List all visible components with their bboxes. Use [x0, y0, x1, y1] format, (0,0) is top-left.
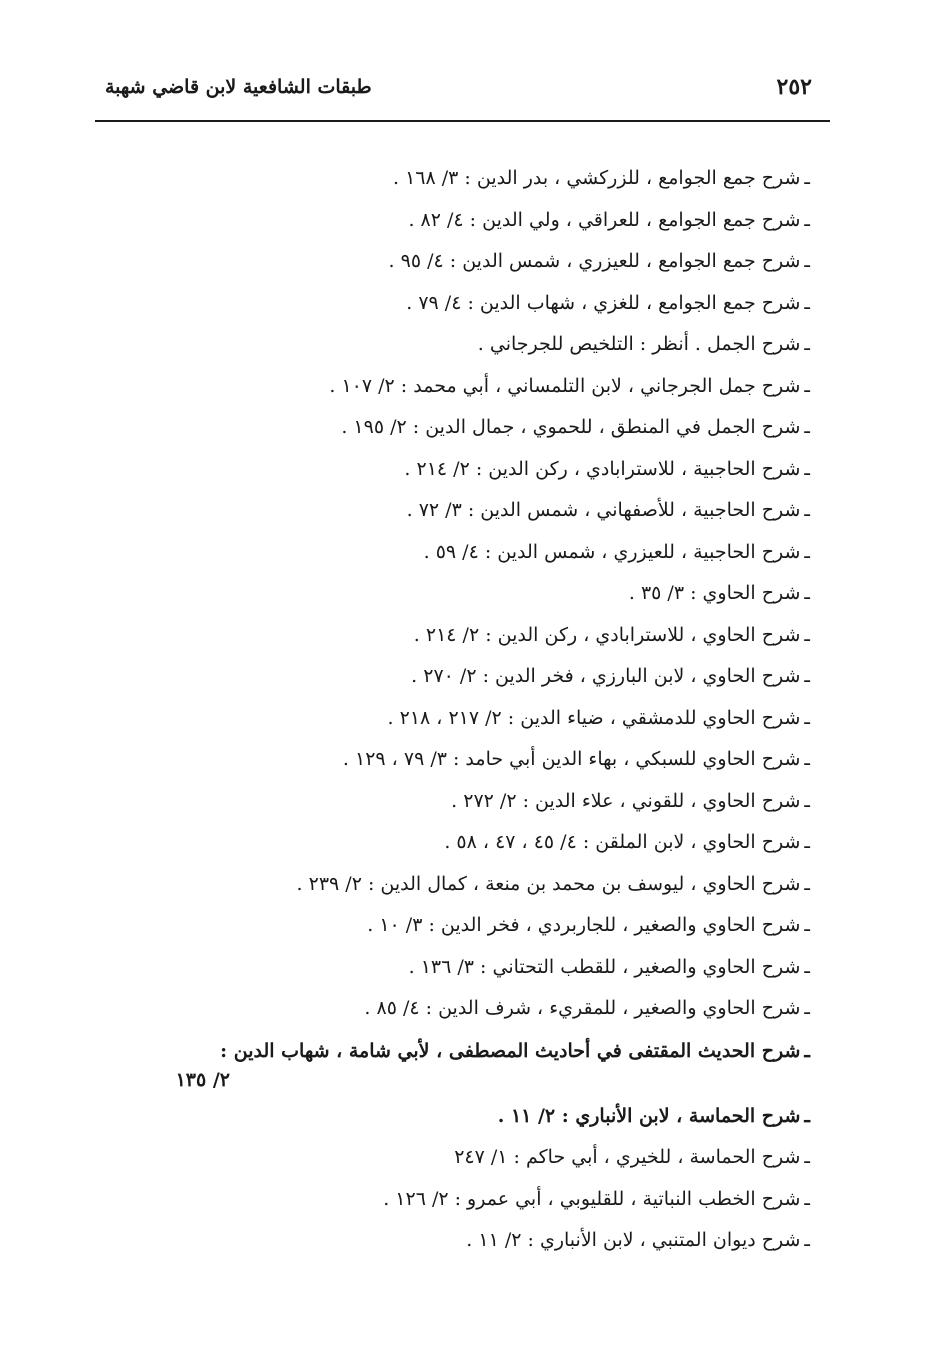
entry-dash: ـ	[804, 789, 810, 812]
entry-text: شرح الحاوي ، ليوسف بن محمد بن منعة ، كمال الدين : ٢/ ٢٣٩ .	[296, 872, 801, 895]
entry-dash: ـ	[804, 914, 810, 936]
index-entry	[110, 490, 810, 532]
entry-text: شرح جمع الجوامع ، للغزي ، شهاب الدين : ٤/ ٧٩ .	[406, 291, 801, 314]
entry-dash: ـ	[804, 623, 810, 646]
entry-text: شرح الحماسة ، لابن الأنباري : ٢/ ١١ .	[497, 1104, 801, 1127]
entry-text: شرح الحماسة ، للخيري ، أبي حاكم : ١/ ٢٤٧	[454, 1146, 801, 1168]
index-entry	[110, 781, 810, 823]
entry-dash: ـ	[804, 1104, 810, 1127]
index-entry	[110, 947, 810, 989]
entry-dash: ـ	[804, 1187, 810, 1210]
entry-dash: ـ	[804, 582, 810, 604]
entry-dash: ـ	[804, 997, 810, 1019]
entry-dash: ـ	[804, 955, 810, 978]
entry-text: شرح الحاوي للدمشقي ، ضياء الدين : ٢/ ٢١٧ ، ٢١٨ .	[387, 706, 801, 729]
entry-text: شرح الحاوي والصغير ، للجاربردي ، فخر الدين : ٣/ ١٠ .	[367, 914, 801, 936]
entry-dash: ـ	[804, 1039, 810, 1062]
entry-text: شرح الحاوي ، لابن البارزي ، فخر الدين : ٢/ ٢٧٠ .	[411, 665, 801, 687]
index-entry	[110, 615, 810, 657]
entry-text: شرح جمع الجوامع ، للزركشي ، بدر الدين : ٣/ ١٦٨ .	[392, 167, 801, 189]
entry-text: شرح الحاوي ، لابن الملقن : ٤/ ٤٥ ، ٤٧ ، ٥٨ .	[444, 831, 801, 853]
page-number: ٢٥٢	[776, 74, 812, 100]
index-entry	[110, 366, 810, 408]
index-entry	[110, 200, 810, 242]
index-entry	[110, 1030, 810, 1096]
entry-text: شرح الحاوي والصغير ، للقطب التحتاني : ٣/ ١٣٦ .	[408, 955, 801, 978]
index-entry	[110, 656, 810, 698]
entry-text: شرح الحاوي : ٣/ ٣٥ .	[628, 582, 801, 604]
index-entries	[110, 158, 810, 1262]
index-entry	[110, 1179, 810, 1221]
entry-text: شرح جمل الجرجاني ، لابن التلمساني ، أبي محمد : ٢/ ١٠٧ .	[329, 374, 801, 397]
index-entry	[110, 698, 810, 740]
header-rule	[95, 120, 830, 122]
entry-text: شرح الحاوي ، للاسترابادي ، ركن الدين : ٢/ ٢١٤ .	[413, 623, 801, 646]
index-entry	[110, 1096, 810, 1138]
entry-dash: ـ	[804, 748, 810, 770]
index-entry	[110, 532, 810, 574]
index-entry	[110, 864, 810, 906]
entry-text: شرح الحاجبية ، للعيزري ، شمس الدين : ٤/ ٥٩ .	[423, 540, 801, 563]
entry-text: شرح الحاوي ، للقوني ، علاء الدين : ٢/ ٢٧٢ .	[451, 789, 801, 812]
entry-text: شرح الحديث المقتفى في أحاديث المصطفى ، لأبي شامة ، شهاب الدين :	[220, 1039, 801, 1062]
running-title: طبقات الشافعية لابن قاضي شهبة	[105, 76, 372, 98]
entry-dash: ـ	[804, 1146, 810, 1168]
entry-text: شرح الجمل . أنظر : التلخيص للجرجاني .	[477, 333, 801, 355]
entry-dash: ـ	[804, 208, 810, 231]
entry-dash: ـ	[804, 457, 810, 480]
entry-dash: ـ	[804, 167, 810, 189]
index-entry	[110, 449, 810, 491]
entry-dash: ـ	[804, 872, 810, 895]
entry-text: شرح جمع الجوامع ، للعيزري ، شمس الدين : ٤/ ٩٥ .	[388, 250, 801, 272]
entry-dash: ـ	[804, 540, 810, 563]
entry-dash: ـ	[804, 291, 810, 314]
index-entry	[110, 241, 810, 283]
entry-text: شرح الجمل في المنطق ، للحموي ، جمال الدين : ٢/ ١٩٥ .	[341, 416, 801, 438]
entry-dash: ـ	[804, 333, 810, 355]
entry-reference: ٢/ ١٣٥	[175, 1068, 230, 1091]
entry-text: شرح ديوان المتنبي ، لابن الأنباري : ٢/ ١١ .	[466, 1229, 801, 1251]
index-entry	[110, 739, 810, 781]
index-entry	[110, 1137, 810, 1179]
entry-dash: ـ	[804, 831, 810, 853]
page-header	[95, 68, 830, 118]
index-entry	[110, 988, 810, 1030]
entry-text: شرح الحاوي والصغير ، للمقريء ، شرف الدين : ٤/ ٨٥ .	[364, 997, 801, 1019]
index-entry	[110, 1220, 810, 1262]
index-entry	[110, 573, 810, 615]
entry-dash: ـ	[804, 665, 810, 687]
entry-text: شرح الحاجبية ، للأصفهاني ، شمس الدين : ٣/ ٧٢ .	[406, 499, 801, 521]
entry-dash: ـ	[804, 706, 810, 729]
entry-dash: ـ	[804, 1229, 810, 1251]
entry-text: شرح الحاجبية ، للاسترابادي ، ركن الدين : ٢/ ٢١٤ .	[404, 457, 801, 480]
index-entry	[110, 905, 810, 947]
entry-text: شرح الخطب النباتية ، للقليوبي ، أبي عمرو : ٢/ ١٢٦ .	[383, 1187, 801, 1210]
entry-dash: ـ	[804, 416, 810, 438]
index-entry	[110, 822, 810, 864]
entry-dash: ـ	[804, 374, 810, 397]
index-entry	[110, 283, 810, 325]
entry-dash: ـ	[804, 499, 810, 521]
index-entry	[110, 407, 810, 449]
entry-text: شرح جمع الجوامع ، للعراقي ، ولي الدين : ٤/ ٨٢ .	[408, 208, 801, 231]
entry-dash: ـ	[804, 250, 810, 272]
entry-text: شرح الحاوي للسبكي ، بهاء الدين أبي حامد : ٣/ ٧٩ ، ١٢٩ .	[342, 748, 801, 770]
index-entry	[110, 324, 810, 366]
index-entry	[110, 158, 810, 200]
